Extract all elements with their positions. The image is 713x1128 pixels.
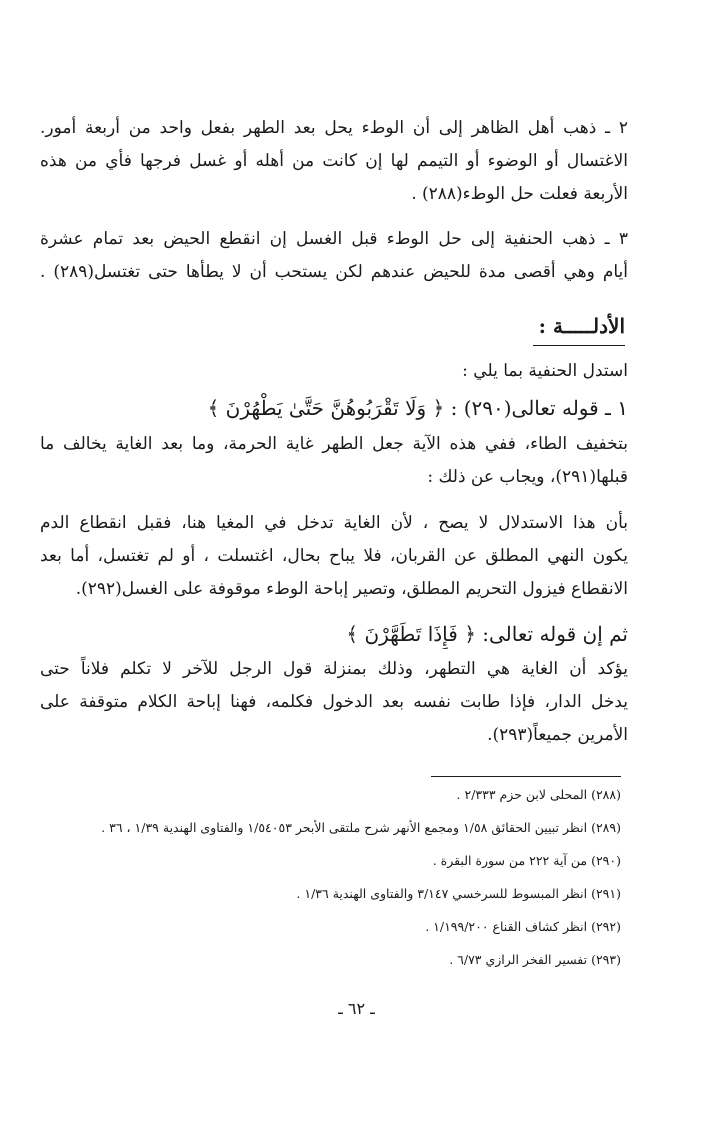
quran-verse-line: ثم إن قوله تعالى: ﴿ فَإِذَا تَطَهَّرْنَ ﴾ [346,622,628,646]
body-line: ٢ ـ ذهب أهل الظاهر إلى أن الوطء يحل بعد الطهر بفعل واحد من أربعة أمور. [40,118,628,138]
footnote: (٢٩٣) تفسير الفخر الرازي ٦/٧٣ . [449,952,621,967]
section-heading-text: الأدلـــــة : [538,314,625,338]
body-line: ٣ ـ ذهب الحنفية إلى حل الوطء قبل الغسل إن انقطع الحيض بعد تمام عشرة [40,229,628,249]
page-number: ـ ٦٢ ـ [338,999,375,1018]
body-line: الاغتسال أو الوضوء أو التيمم لها إن كانت من أهله أو غسل فرجها فأي من هذه [40,151,628,171]
body-line: قبلها(٢٩١)، ويجاب عن ذلك : [427,467,628,487]
section-heading [539,309,625,343]
footnote: (٢٨٩) انظر تبيين الحقائق ١/٥٨ ومجمع الأنهر شرح ملتقى الأبحر ١/٥٤٠٥٣ والفتاوى الهندية ١/٣٩ ، ٣٦ . [101,820,621,835]
heading-underline [533,345,625,346]
body-line: أيام وهي أقصى مدة للحيض عندهم لكن يستحب أن لا يطأها حتى تغتسل(٢٨٩) . [40,262,628,282]
quran-verse-line: ١ ـ قوله تعالى(٢٩٠) : ﴿ وَلَا تَقْرَبُوهُنَّ حَتَّىٰ يَطْهُرْنَ ﴾ [207,396,628,420]
body-line: الأمرين جميعاً(٢٩٣). [487,725,628,745]
footnote: (٢٩٢) انظر كشاف القناع ١/١٩٩/٢٠٠ . [425,919,621,934]
body-line: بأن هذا الاستدلال لا يصح ، لأن الغاية تدخل في المغيا هنا، فقبل انقطاع الدم [40,513,628,533]
body-line: يدخل الدار، فإذا طابت نفسه بعد الدخول فكلمه، فهنا إباحة الكلام متوقفة على [40,692,628,712]
body-line: يؤكد أن الغاية هي التطهر، وذلك بمنزلة قول الرجل للآخر لا تكلم فلاناً حتى [40,659,628,679]
body-line: يكون النهي المطلق عن القربان، فلا يباح بحال، اغتسلت ، أو لم تغتسل، أما بعد [40,546,628,566]
body-line: الانقطاع فيزول التحريم المطلق، وتصير إباحة الوطء موقوفة على الغسل(٢٩٢). [75,579,628,599]
body-line: الأربعة فعلت حل الوطء(٢٨٨) . [411,184,628,204]
footnote: (٢٨٨) المحلى لابن حزم ٢/٣٣٣ . [456,787,621,802]
body-line: بتخفيف الطاء، ففي هذه الآية جعل الطهر غاية الحرمة، وما بعد الغاية يخالف ما [40,434,628,454]
footnote: (٢٩٠) من آية ٢٢٢ من سورة البقرة . [432,853,621,868]
body-line: استدل الحنفية بما يلي : [462,361,628,381]
footnote-separator [431,776,621,777]
footnote: (٢٩١) انظر المبسوط للسرخسي ٣/١٤٧ والفتاوى الهندية ١/٣٦ . [296,886,621,901]
